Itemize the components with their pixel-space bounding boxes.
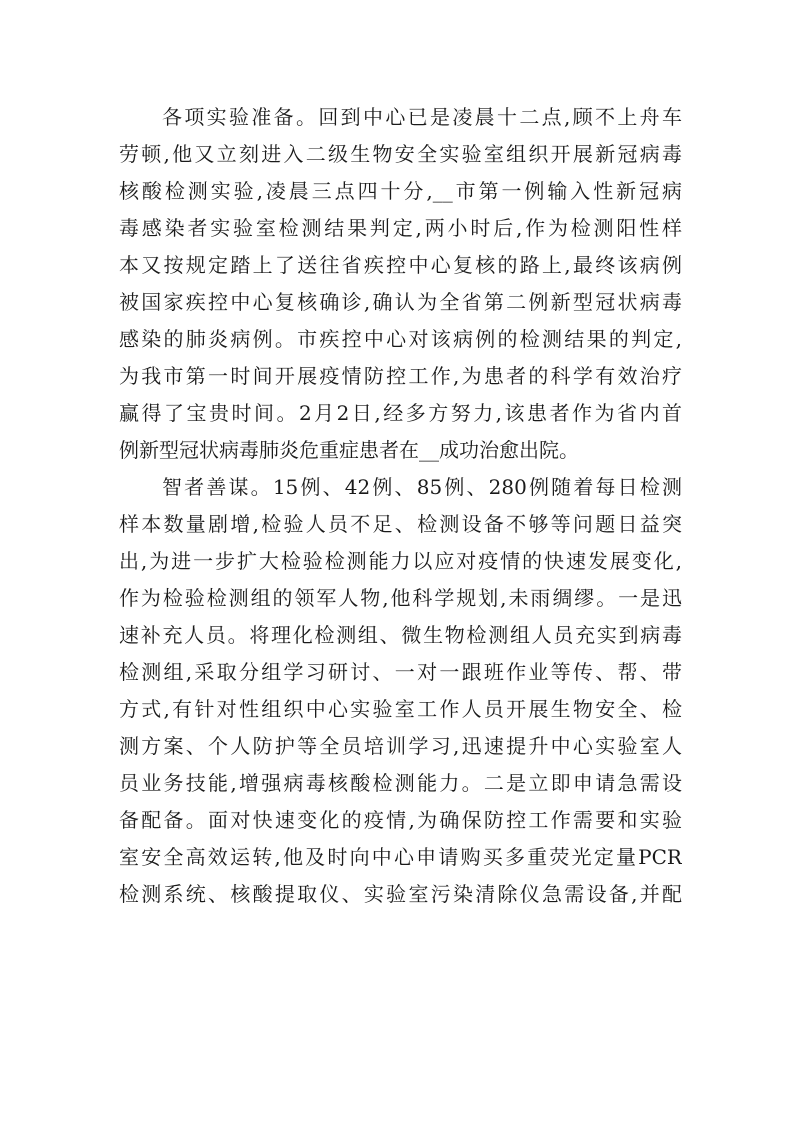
- text-line: 出,为进一步扩大检验检测能力以应对疫情的快速发展变化,: [119, 549, 682, 573]
- text-line: 测方案、个人防护等全员培训学习,迅速提升中心实验室人: [119, 734, 682, 758]
- paragraph-2: [119, 469, 682, 913]
- body-text: [119, 99, 682, 913]
- paragraph-1: [119, 99, 682, 469]
- text-line: 员业务技能,增强病毒核酸检测能力。二是立即申请急需设: [119, 771, 682, 795]
- text-line: 感染的肺炎病例。市疾控中心对该病例的检测结果的判定,: [119, 327, 682, 351]
- text-line: 室安全高效运转,他及时向中心申请购买多重荧光定量PCR: [119, 845, 682, 869]
- text-line: 各项实验准备。回到中心已是凌晨十二点,顾不上舟车: [162, 105, 682, 129]
- text-line: 检测系统、核酸提取仪、实验室污染清除仪急需设备,并配: [119, 882, 682, 906]
- text-line: 被国家疾控中心复核确诊,确认为全省第二例新型冠状病毒: [119, 290, 682, 314]
- text-line: 本又按规定踏上了送往省疾控中心复核的路上,最终该病例: [119, 253, 682, 277]
- text-line: 备配备。面对快速变化的疫情,为确保防控工作需要和实验: [119, 808, 682, 832]
- text-line: 速补充人员。将理化检测组、微生物检测组人员充实到病毒: [119, 623, 682, 647]
- text-line: 劳顿,他又立刻进入二级生物安全实验室组织开展新冠病毒: [119, 142, 682, 166]
- text-line: 毒感染者实验室检测结果判定,两小时后,作为检测阳性样: [119, 216, 682, 240]
- text-line: 作为检验检测组的领军人物,他科学规划,未雨绸缪。一是迅: [119, 586, 682, 610]
- text-line: 智者善谋。15例、42例、85例、280例随着每日检测: [162, 475, 682, 499]
- text-line: 方式,有针对性组织中心实验室工作人员开展生物安全、检: [119, 697, 682, 721]
- text-line: 赢得了宝贵时间。2月2日,经多方努力,该患者作为省内首: [119, 401, 682, 425]
- text-line: 例新型冠状病毒肺炎危重症患者在__成功治愈出院。: [119, 438, 579, 462]
- text-line: 检测组,采取分组学习研讨、一对一跟班作业等传、帮、带: [119, 660, 682, 684]
- text-line: 核酸检测实验,凌晨三点四十分,__市第一例输入性新冠病: [119, 179, 682, 203]
- text-line: 样本数量剧增,检验人员不足、检测设备不够等问题日益突: [119, 512, 682, 536]
- text-line: 为我市第一时间开展疫情防控工作,为患者的科学有效治疗: [119, 364, 682, 388]
